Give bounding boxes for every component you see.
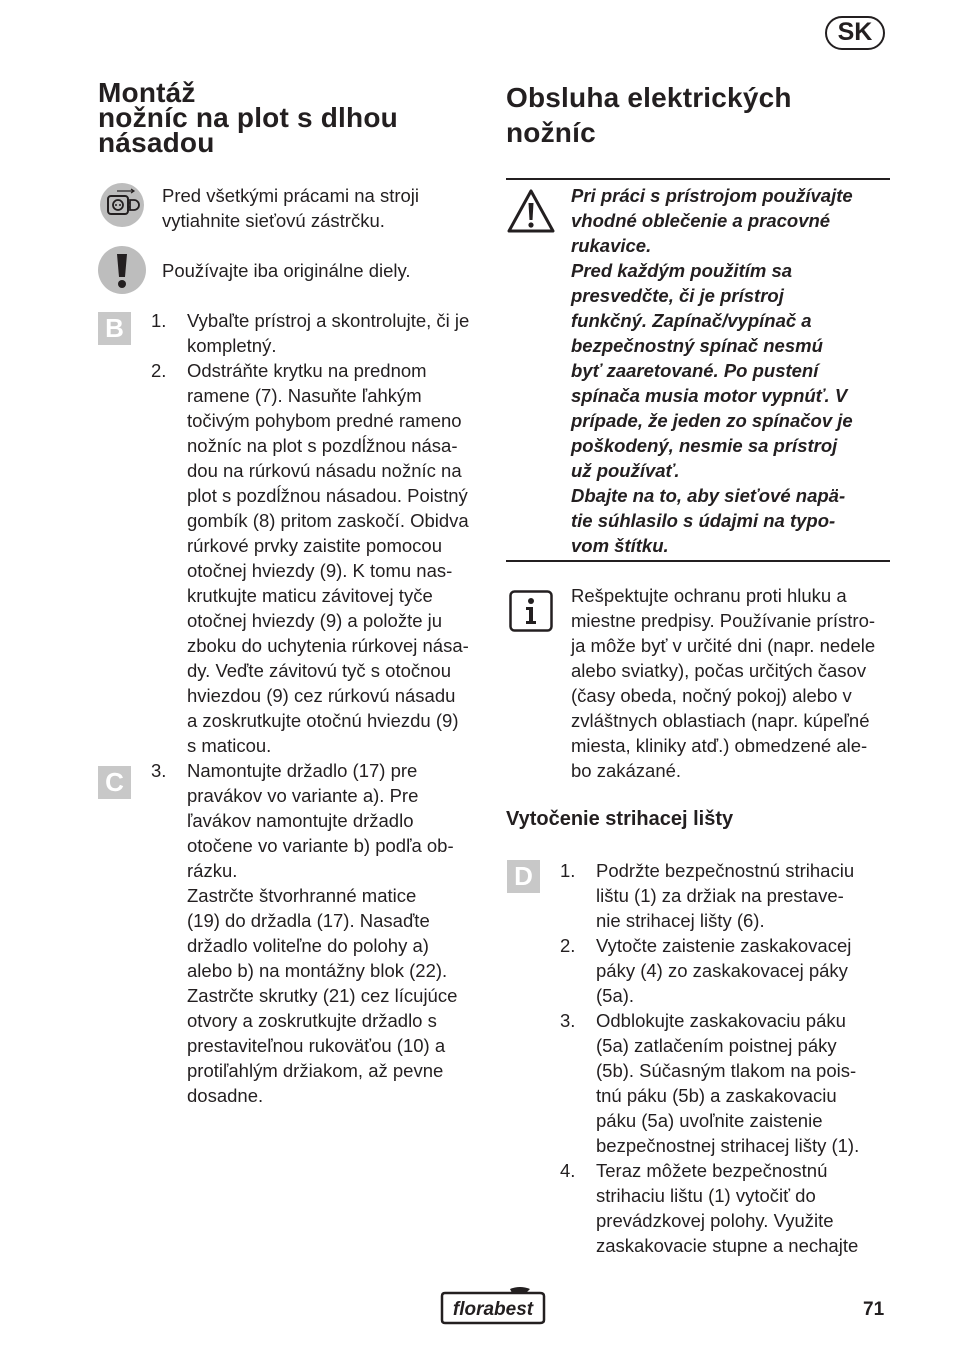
warning-line: funkčný. Zapínač/vypínač a	[571, 310, 812, 331]
list-line: plot s pozdĺžnou násadou. Poistný	[187, 485, 468, 506]
warning-line: bezpečnostný spínač nesmú	[571, 335, 823, 356]
list-line: Podržte bezpečnostnú strihaciu	[596, 860, 855, 881]
info-line: miestne predpisy. Používanie prístro-	[571, 610, 876, 631]
list-line: Zastrčte štvorhranné matice	[187, 885, 417, 906]
florabest-logo	[438, 1287, 548, 1325]
note-unplug	[162, 183, 419, 233]
list-item	[596, 1008, 896, 1158]
info-text	[571, 583, 901, 783]
step-label-d: D	[507, 860, 540, 893]
section-title-left	[98, 77, 498, 158]
exclamation-icon	[98, 246, 146, 294]
info-line: (časy obeda, nočný pokoj) alebo v	[571, 685, 852, 706]
step-label-c: C	[98, 766, 131, 799]
list-number: 1.	[560, 860, 576, 881]
list-line: gombík (8) pritom zaskočí. Obidva	[187, 510, 469, 531]
list-line: protiľahlým držiakom, až pevne	[187, 1060, 444, 1081]
list-item	[596, 858, 896, 933]
list-number: 2.	[151, 360, 167, 381]
unplug-icon	[99, 182, 145, 228]
note-line: vytiahnite sieťovú zástrčku.	[162, 210, 385, 231]
list-item	[596, 1158, 896, 1258]
list-line: prevádzkovej polohy. Využite	[596, 1210, 834, 1231]
language-badge: SK	[825, 16, 885, 50]
info-line: Rešpektujte ochranu proti hluku a	[571, 585, 847, 606]
warning-line: poškodený, nesmie sa prístroj	[571, 435, 838, 456]
list-line: ľavákov namontujte držadlo	[187, 810, 414, 831]
info-line: miesta, kliniky atď.) obmedzené ale-	[571, 735, 868, 756]
list-line: otvory a zoskrutkujte držadlo s	[187, 1010, 437, 1031]
info-line: alebo sviatky), počas určitých časov	[571, 660, 867, 681]
list-line: kompletný.	[187, 335, 277, 356]
title-line: násadou	[98, 127, 215, 158]
list-item	[187, 308, 487, 358]
warning-line: tie súhlasilo s údajmi na typo-	[571, 510, 836, 531]
warning-icon	[506, 188, 556, 234]
list-line: dosadne.	[187, 1085, 264, 1106]
list-item	[187, 758, 487, 1108]
list-line: pravákov vo variante a). Pre	[187, 785, 419, 806]
list-line: tnú páku (5b) a zaskakovaciu	[596, 1085, 837, 1106]
list-line: alebo b) na montážny blok (22).	[187, 960, 448, 981]
list-line: otočene vo variante b) podľa ob-	[187, 835, 454, 856]
list-line: prestaviteľnou rukoväťou (10) a	[187, 1035, 446, 1056]
list-line: točivým pohybom predné rameno	[187, 410, 462, 431]
divider	[506, 560, 890, 562]
warning-line: prípade, že jeden zo spínačov je	[571, 410, 853, 431]
logo-text: florabest	[452, 1299, 534, 1320]
list-line: držadlo voliteľne do polohy a)	[187, 935, 429, 956]
list-line: hviezdou (9) cez rúrkovú násadu	[187, 685, 456, 706]
list-line: Vytočte zaistenie zaskakovacej	[596, 935, 852, 956]
list-line: rúrkové prvky zaistite pomocou	[187, 535, 442, 556]
list-number: 2.	[560, 935, 576, 956]
list-line: zaskakovacie stupne a nechajte	[596, 1235, 859, 1256]
list-item	[187, 358, 487, 758]
subheading: Vytočenie strihacej lišty	[506, 808, 734, 830]
warning-line: už používať.	[571, 460, 680, 481]
warning-line: rukavice.	[571, 235, 652, 256]
warning-line: Dbajte na to, aby sieťové napä-	[571, 485, 846, 506]
list-line: (19) do držadla (17). Nasaďte	[187, 910, 430, 931]
list-line: Namontujte držadlo (17) pre	[187, 760, 418, 781]
list-line: dy. Veďte závitovú tyč s otočnou	[187, 660, 452, 681]
list-line: Vybaľte prístroj a skontrolujte, či je	[187, 310, 470, 331]
list-line: Odstráňte krytku na prednom	[187, 360, 427, 381]
list-line: strihaciu lištu (1) vytočiť do	[596, 1185, 816, 1206]
list-number: 3.	[151, 760, 167, 781]
list-line: ramene (7). Nasuňte ľahkým	[187, 385, 422, 406]
list-line: (5b). Súčasným tlakom na pois-	[596, 1060, 857, 1081]
title-line: nožníc	[506, 117, 596, 148]
list-line: lištu (1) za držiak na prestave-	[596, 885, 844, 906]
list-line: (5a).	[596, 985, 635, 1006]
list-line: dou na rúrkovú násadu nožníc na	[187, 460, 462, 481]
warning-line: Pred každým použitím sa	[571, 260, 793, 281]
list-line: páky (4) zo zaskakovacej páky	[596, 960, 848, 981]
list-number: 1.	[151, 310, 167, 331]
warning-line: vhodné oblečenie a pracovné	[571, 210, 831, 231]
warning-line: byť zaaretované. Po pustení	[571, 360, 819, 381]
title-line: Montáž	[98, 77, 196, 108]
info-line: zvláštnych oblastiach (napr. kúpeľné	[571, 710, 870, 731]
list-line: Teraz môžete bezpečnostnú	[596, 1160, 828, 1181]
list-line: krutkujte maticu závitovej tyče	[187, 585, 433, 606]
list-line: nie strihacej lišty (6).	[596, 910, 765, 931]
info-line: ja môže byť v určité dni (napr. nedele	[571, 635, 876, 656]
step-label-b: B	[98, 312, 131, 345]
list-line: zboku do uchytenia rúrkovej nása-	[187, 635, 469, 656]
page-number: 71	[863, 1299, 885, 1320]
list-line: páku (5a) uvoľnite zaistenie	[596, 1110, 823, 1131]
title-line: nožníc na plot s dlhou	[98, 102, 398, 133]
list-number: 4.	[560, 1160, 576, 1181]
list-line: s maticou.	[187, 735, 272, 756]
list-line: a zoskrutkujte otočnú hviezdu (9)	[187, 710, 459, 731]
list-line: Odblokujte zaskakovaciu páku	[596, 1010, 846, 1031]
list-line: (5a) zatlačením poistnej páky	[596, 1035, 837, 1056]
list-item	[596, 933, 896, 1008]
info-icon	[509, 590, 553, 632]
section-title-right	[506, 80, 890, 150]
warning-line: vom štítku.	[571, 535, 669, 556]
warning-line: Pri práci s prístrojom používajte	[571, 185, 853, 206]
info-line: bo zakázané.	[571, 760, 682, 781]
title-line: Obsluha elektrických	[506, 82, 792, 113]
list-number: 3.	[560, 1010, 576, 1031]
list-line: nožníc na plot s pozdĺžnou nása-	[187, 435, 458, 456]
list-line: Zastrčte skrutky (21) cez lícujúce	[187, 985, 458, 1006]
warning-line: presvedčte, či je prístroj	[571, 285, 784, 306]
note-original-parts: Používajte iba originálne diely.	[162, 260, 411, 281]
list-line: bezpečnostnej strihacej lišty (1).	[596, 1135, 860, 1156]
list-line: rázku.	[187, 860, 238, 881]
list-line: otočnej hviezdy (9) a položte ju	[187, 610, 443, 631]
warning-text	[571, 183, 891, 558]
divider	[506, 178, 890, 180]
note-line: Pred všetkými prácami na stroji	[162, 185, 420, 206]
list-line: otočnej hviezdy (9). K tomu nas-	[187, 560, 453, 581]
warning-line: spínača musia motor vypnúť. V	[571, 385, 848, 406]
